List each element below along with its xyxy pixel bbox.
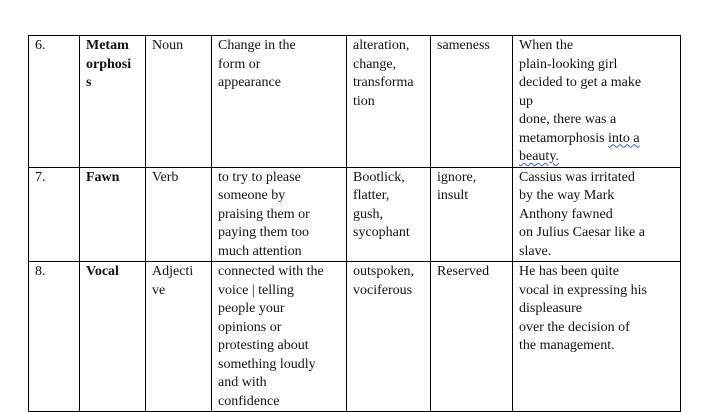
antonyms-cell	[431, 167, 513, 262]
meaning-line: form or	[218, 56, 261, 72]
meaning-line: someone by	[218, 188, 286, 203]
synonym-line: outspoken,	[353, 264, 415, 279]
part-of-speech-cell	[146, 262, 212, 412]
pos-line: ve	[152, 282, 166, 298]
synonym-line: vociferous	[353, 282, 413, 298]
word-cell	[80, 167, 146, 262]
synonym-line: tion	[353, 93, 375, 109]
word-line: orphosi	[86, 56, 132, 72]
sentence-line: vocal in expressing his	[519, 282, 647, 298]
word-line: Fawn	[86, 169, 120, 185]
sentence-line: by the way Mark	[519, 188, 615, 203]
meaning-line: much attention	[218, 243, 302, 259]
synonym-line: alteration,	[353, 38, 410, 53]
sentence-cell	[513, 262, 681, 412]
table-row	[29, 262, 681, 412]
antonyms-cell	[431, 262, 513, 412]
meaning-cell	[212, 167, 347, 262]
row-number-cell	[29, 262, 80, 412]
row-number-cell	[29, 167, 80, 262]
synonym-line: sycophant	[353, 225, 410, 240]
table-row	[29, 167, 681, 262]
meaning-line: praising them or	[218, 206, 310, 222]
part-of-speech-cell	[146, 167, 212, 262]
word-line: s	[86, 75, 92, 90]
synonym-line: gush,	[353, 206, 383, 222]
sentence-text: metamorphosis	[519, 130, 605, 146]
synonyms-cell	[347, 167, 431, 262]
sentence-line: He has been quite	[519, 264, 619, 279]
synonym-line: flatter,	[353, 188, 390, 203]
sentence-line: When the	[519, 38, 574, 53]
grammar-squiggle-text[interactable]: into a	[608, 130, 640, 146]
sentence-line: Anthony fawned	[519, 206, 613, 222]
vocabulary-table	[28, 35, 681, 412]
word-line: Vocal	[86, 264, 119, 279]
row-number: 6.	[35, 38, 46, 53]
meaning-line: appearance	[218, 75, 281, 90]
row-number: 7.	[35, 169, 46, 185]
synonym-line: change,	[353, 56, 397, 72]
antonym-line: insult	[437, 188, 469, 203]
meaning-line: to try to please	[218, 169, 301, 185]
antonym-line: ignore,	[437, 169, 477, 185]
antonym-line: Reserved	[437, 264, 490, 279]
row-number-cell	[29, 36, 80, 168]
meaning-line: people your	[218, 301, 285, 316]
meaning-line: opinions or	[218, 319, 282, 335]
sentence-line: Cassius was irritated	[519, 169, 635, 185]
meaning-line: Change in the	[218, 38, 296, 53]
meaning-line: paying them too	[218, 225, 309, 240]
meaning-line: protesting about	[218, 338, 309, 353]
antonyms-cell	[431, 36, 513, 168]
sentence-line: on Julius Caesar like a	[519, 225, 645, 240]
pos-line: Adjecti	[152, 264, 194, 279]
synonym-line: Bootlick,	[353, 169, 405, 185]
antonym-line: sameness	[437, 38, 490, 53]
meaning-cell	[212, 36, 347, 168]
grammar-squiggle-text[interactable]: beauty.	[519, 149, 559, 164]
meaning-line: something loudly	[218, 356, 316, 372]
sentence-line: decided to get a make	[519, 75, 642, 90]
sentence-line: done, there was a	[519, 112, 617, 127]
meaning-line: voice | telling	[218, 282, 294, 298]
sentence-line-6	[519, 130, 676, 149]
synonyms-cell	[347, 262, 431, 412]
meaning-line: connected with the	[218, 264, 324, 279]
sentence-line: displeasure	[519, 301, 582, 316]
part-of-speech-cell	[146, 36, 212, 168]
sentence-line: slave.	[519, 243, 552, 259]
sentence-line: plain-looking girl	[519, 56, 618, 72]
sentence-cell	[513, 36, 681, 168]
meaning-line: and with	[218, 375, 267, 390]
synonym-line: transforma	[353, 75, 414, 90]
table-row	[29, 36, 681, 168]
sentence-line: over the decision of	[519, 319, 630, 335]
word-line: Metam	[86, 38, 129, 53]
meaning-cell	[212, 262, 347, 412]
word-cell	[80, 36, 146, 168]
pos-line: Verb	[152, 169, 179, 185]
pos-line: Noun	[152, 38, 184, 53]
sentence-cell	[513, 167, 681, 262]
sentence-line-7	[519, 148, 676, 167]
sentence-line: the management.	[519, 338, 615, 353]
synonyms-cell	[347, 36, 431, 168]
row-number: 8.	[35, 264, 46, 279]
meaning-line: confidence	[218, 393, 280, 409]
sentence-line: up	[519, 93, 533, 109]
word-cell	[80, 262, 146, 412]
